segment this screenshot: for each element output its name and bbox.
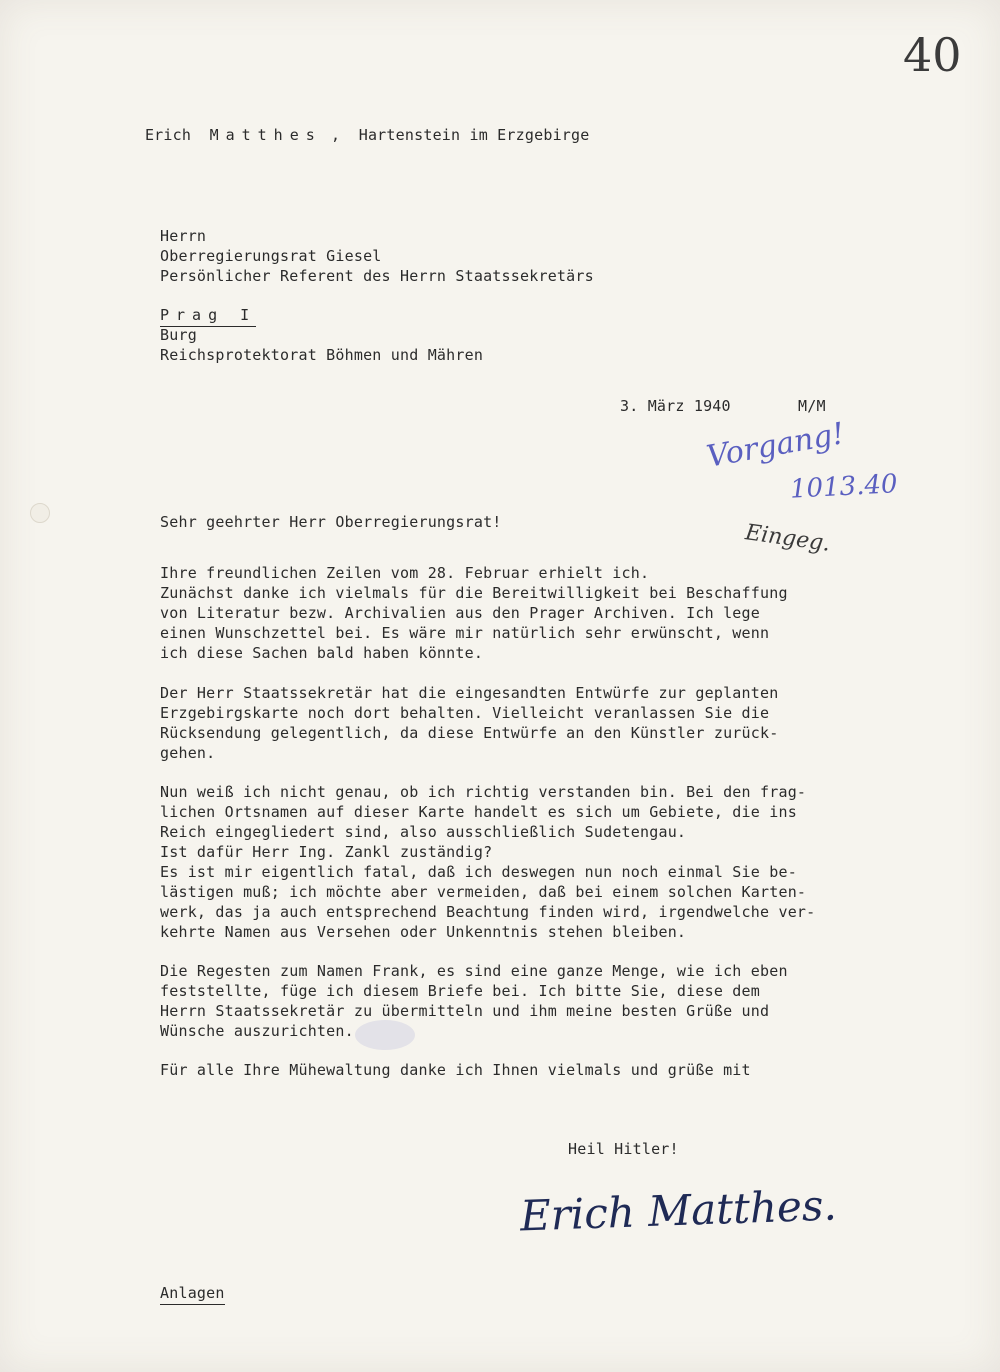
paragraph-line: Zunächst danke ich vielmals für die Bereitwilligkeit bei Beschaffung <box>160 584 788 602</box>
paragraph-line: gehen. <box>160 744 216 762</box>
paragraph-line: Reich eingegliedert sind, also ausschließlich Sudetengau. <box>160 823 687 841</box>
paragraph-line: Es ist mir eigentlich fatal, daß ich deswegen nun noch einmal Sie be- <box>160 863 797 881</box>
annotation-received: Vorgang! <box>704 416 847 475</box>
closing: Heil Hitler! <box>568 1140 679 1158</box>
paragraph-3 <box>160 782 815 942</box>
stamp-mark <box>355 1020 415 1050</box>
recipient-region: Reichsprotektorat Böhmen und Mähren <box>160 346 484 364</box>
page-number: 40 <box>903 28 962 82</box>
paragraph-line: Für alle Ihre Mühewaltung danke ich Ihnen vielmals und grüße mit <box>160 1061 751 1079</box>
paragraph-line: Ist dafür Herr Ing. Zankl zuständig? <box>160 843 493 861</box>
paragraph-line: Ihre freundlichen Zeilen vom 28. Februar erhielt ich. <box>160 564 650 582</box>
paragraph-line: Nun weiß ich nicht genau, ob ich richtig verstanden bin. Bei den frag- <box>160 783 807 801</box>
paragraph-line: Rücksendung gelegentlich, da diese Entwürfe an den Künstler zurück- <box>160 724 779 742</box>
paragraph-5 <box>160 1060 751 1080</box>
sender-line: Erich Matthes , Hartenstein im Erzgebirge <box>144 126 590 144</box>
paragraph-line: ich diese Sachen bald haben könnte. <box>160 644 484 662</box>
paragraph-line: lichen Ortsnamen auf dieser Karte handelt es sich um Gebiete, die ins <box>160 803 797 821</box>
paragraph-line: Herrn Staatssekretär zu übermitteln und ihm meine besten Grüße und <box>160 1002 770 1020</box>
signature: Erich Matthes. <box>519 1180 838 1241</box>
recipient-street: Burg <box>160 326 197 344</box>
letter-reference: M/M <box>798 397 826 415</box>
paragraph-line: werk, das ja auch entsprechend Beachtung finden wird, irgendwelche ver- <box>160 903 816 921</box>
annotation-initials: Eingeg. <box>743 520 832 557</box>
paragraph-line: Erzgebirgskarte noch dort behalten. Vielleicht veranlassen Sie die <box>160 704 770 722</box>
recipient-position: Persönlicher Referent des Herrn Staatssekretärs <box>160 267 594 285</box>
paragraph-line: einen Wunschzettel bei. Es wäre mir natürlich sehr erwünscht, wenn <box>160 624 770 642</box>
paragraph-line: Die Regesten zum Namen Frank, es sind eine ganze Menge, wie ich eben <box>160 962 788 980</box>
sender-first-name: Erich <box>144 126 192 144</box>
paragraph-line: feststellte, füge ich diesem Briefe bei. Ich bitte Sie, diese dem <box>160 982 760 1000</box>
paragraph-line: kehrte Namen aus Versehen oder Unkenntnis stehen bleiben. <box>160 923 687 941</box>
paragraph-line: Der Herr Staatssekretär hat die eingesandten Entwürfe zur geplanten <box>160 684 779 702</box>
paragraph-line: lästigen muß; ich möchte aber vermeiden, daß bei einem solchen Karten- <box>160 883 807 901</box>
paragraph-4 <box>160 961 788 1041</box>
paragraph-2 <box>160 683 778 763</box>
recipient-city: Prag I <box>160 305 256 327</box>
letter-date: 3. März 1940 <box>620 397 731 415</box>
sender-location: Hartenstein im Erzgebirge <box>358 126 590 144</box>
paragraph-line: Wünsche auszurichten. <box>160 1022 354 1040</box>
greeting: Sehr geehrter Herr Oberregierungsrat! <box>160 513 502 531</box>
paragraph-line: von Literatur bezw. Archivalien aus den Prager Archiven. Ich lege <box>160 604 760 622</box>
recipient-title-name: Oberregierungsrat Giesel <box>160 247 382 265</box>
annotation-date: 1013.40 <box>789 469 899 505</box>
sender-last-name: Matthes <box>209 126 322 144</box>
paragraph-1 <box>160 563 788 663</box>
punch-hole <box>30 503 50 523</box>
enclosures-label: Anlagen <box>160 1283 225 1305</box>
recipient-salutation: Herrn <box>160 227 207 245</box>
